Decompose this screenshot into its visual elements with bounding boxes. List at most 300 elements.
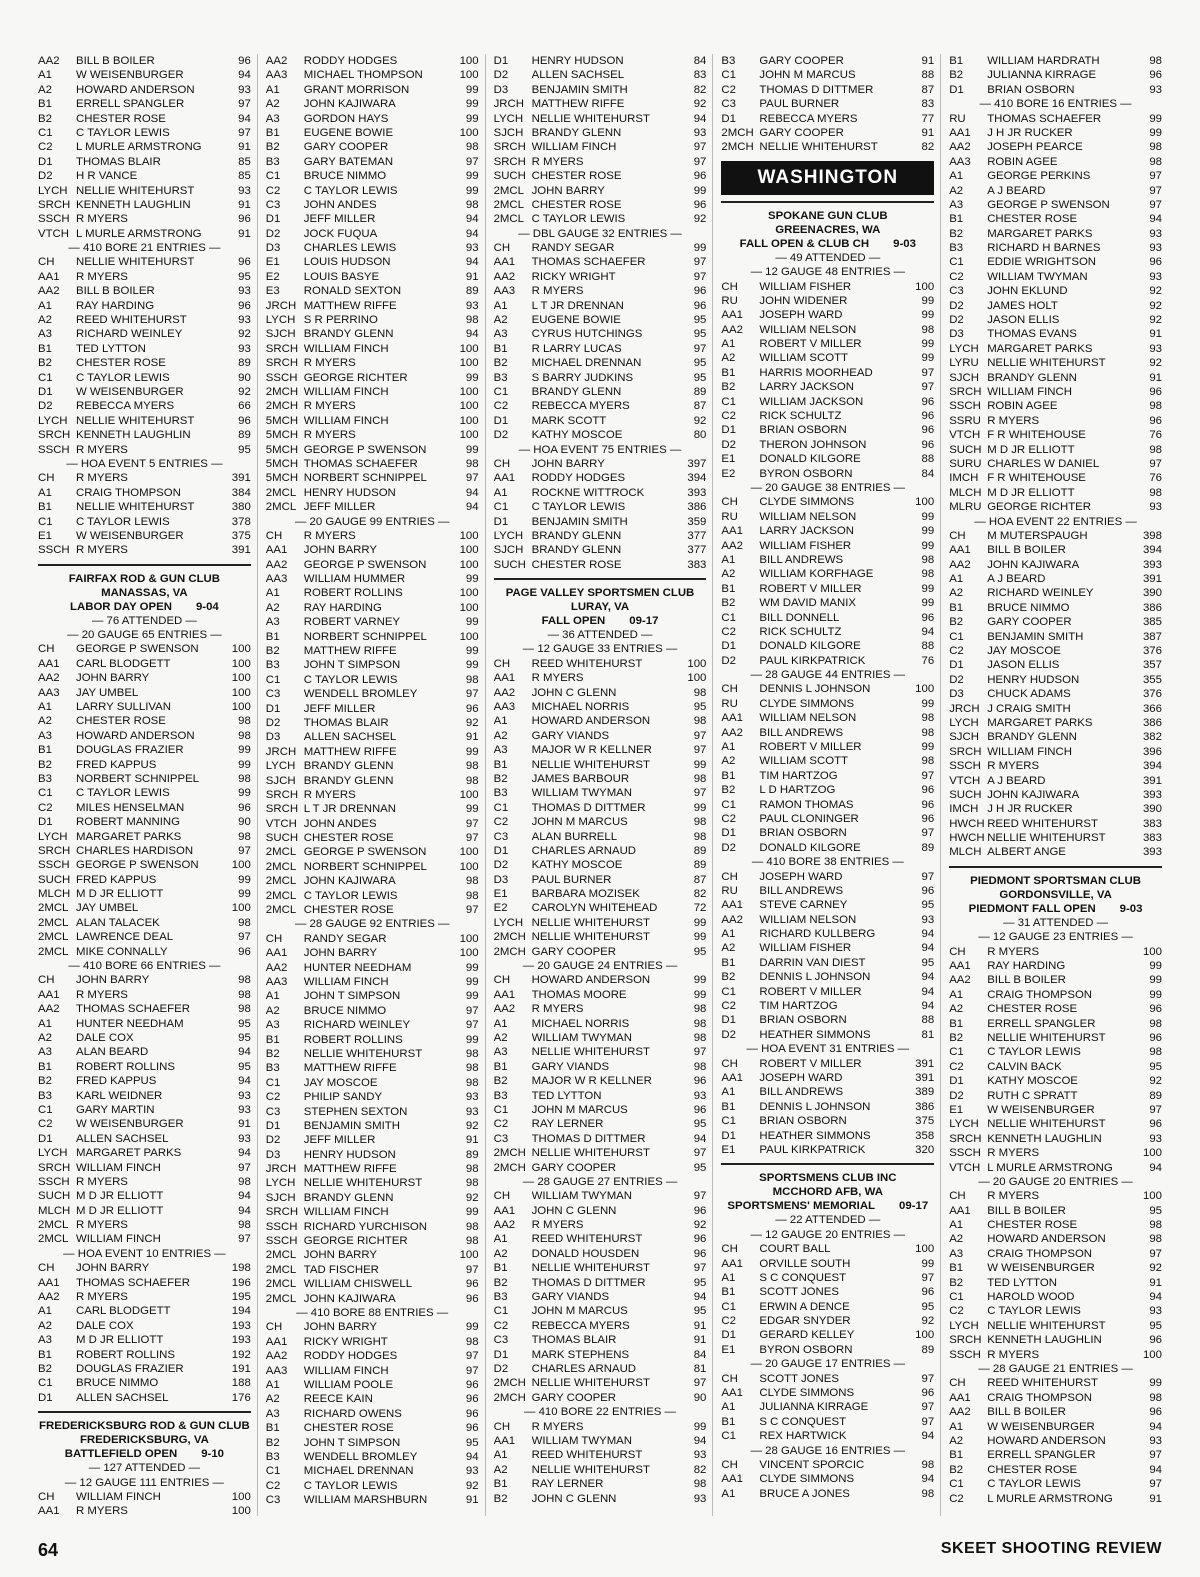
score: 100	[915, 496, 935, 509]
score: 391	[915, 1072, 935, 1084]
class-code: LYCH	[949, 342, 979, 355]
result-row	[266, 1004, 479, 1018]
shooter-name: S R PERRINO	[303, 314, 378, 327]
shooter-name: CHARLES ARNAUD	[531, 1362, 637, 1375]
class-code: AA1	[265, 544, 288, 557]
shooter-name: RONALD SEXTON	[303, 285, 402, 298]
score: 96	[465, 702, 479, 715]
shooter-name: WILLIAM NELSON	[759, 913, 857, 926]
class-code: IMCH	[949, 803, 979, 816]
score: 80	[693, 429, 707, 442]
score: 92	[1149, 299, 1162, 312]
score: 92	[238, 385, 251, 398]
class-code: A2	[493, 729, 508, 742]
score: 97	[693, 729, 707, 742]
result-row	[949, 831, 1162, 845]
score: 98	[1149, 141, 1162, 154]
result-row	[266, 1392, 479, 1406]
shooter-name: RICHARD OWENS	[303, 1407, 402, 1420]
result-row	[494, 786, 707, 800]
result-row	[266, 1248, 479, 1262]
event-header: — 12 GAUGE 33 ENTRIES —	[522, 643, 678, 656]
class-code: A2	[38, 83, 52, 96]
shooter-name: JOHN BARRY	[76, 974, 150, 987]
score: 99	[693, 988, 707, 1001]
class-code: B2	[721, 597, 736, 610]
event-header: — 410 BORE 88 ENTRIES —	[296, 1306, 449, 1319]
class-code: C3	[265, 1105, 281, 1118]
shooter-name: MIKE CONNALLY	[76, 945, 168, 958]
result-row	[949, 1060, 1162, 1074]
score: 96	[921, 395, 935, 408]
class-code: D3	[265, 242, 281, 255]
class-code: AA2	[38, 1291, 60, 1304]
score: 97	[465, 1263, 479, 1276]
shooter-name: GEORGE PERKINS	[987, 170, 1091, 183]
result-row	[266, 975, 479, 989]
result-row	[38, 973, 251, 987]
class-code: D3	[493, 873, 509, 886]
score: 97	[1149, 184, 1162, 197]
result-row	[494, 356, 707, 370]
score: 91	[1149, 371, 1162, 384]
score: 99	[465, 170, 479, 183]
result-row	[949, 572, 1162, 586]
shooter-name: DENNIS L JOHNSON	[759, 1100, 871, 1113]
class-code: D1	[38, 155, 53, 168]
result-row	[38, 1218, 251, 1232]
shooter-name: JOHN BARRY	[303, 1249, 378, 1262]
score: 94	[1149, 1420, 1162, 1433]
class-code: CH	[493, 457, 511, 470]
shooter-name: ROCKNE WITTROCK	[531, 486, 645, 499]
results-column	[494, 54, 714, 1516]
shooter-name: RICHARD WEINLEY	[303, 1019, 411, 1032]
shooter-name: BRUCE NIMMO	[303, 1004, 387, 1017]
result-row	[494, 83, 707, 97]
score: 93	[1149, 270, 1162, 283]
result-row	[38, 1319, 251, 1333]
class-code: C2	[721, 83, 736, 96]
score: 97	[693, 270, 707, 283]
shooter-name: REED WHITEHURST	[76, 314, 187, 327]
class-code: A2	[38, 1032, 52, 1044]
result-row	[38, 1060, 251, 1074]
score: 97	[1149, 1478, 1162, 1491]
class-code: B1	[949, 1017, 964, 1030]
class-code: B3	[265, 1062, 280, 1075]
score: 100	[231, 686, 251, 699]
class-code: E1	[265, 256, 280, 269]
shooter-name: JAMES HOLT	[987, 299, 1058, 312]
shooter-name: R MYERS	[303, 400, 356, 413]
shooter-name: R MYERS	[531, 672, 584, 685]
score: 92	[693, 98, 707, 111]
shooter-name: DOUGLAS FRAZIER	[76, 1362, 184, 1375]
class-code: MLRU	[949, 501, 982, 514]
class-code: AA2	[38, 672, 60, 685]
class-code: SSCH	[265, 1220, 298, 1233]
shooter-name: MATTHEW RIFFE	[303, 645, 397, 658]
class-code: C2	[949, 1060, 964, 1073]
result-row	[266, 1018, 479, 1032]
class-code: B3	[493, 1291, 508, 1304]
shooter-name: TIM HARTZOG	[759, 1000, 838, 1013]
shooter-name: WILLIAM FINCH	[303, 385, 389, 398]
result-row	[494, 371, 707, 385]
score: 94	[693, 1291, 707, 1304]
score: 95	[693, 371, 707, 384]
class-code: SUCH	[493, 170, 526, 183]
shooter-name: PAUL BURNER	[759, 98, 840, 111]
shooter-name: R MYERS	[76, 1505, 128, 1516]
result-row	[38, 212, 251, 226]
class-code: AA1	[493, 672, 516, 685]
score: 391	[231, 472, 251, 485]
score: 93	[1149, 1132, 1162, 1145]
result-row	[494, 873, 707, 887]
score: 94	[1149, 1161, 1162, 1174]
result-row	[266, 860, 479, 874]
shooter-name: ALLEN SACHSEL	[531, 69, 625, 82]
result-row	[266, 1407, 479, 1421]
shooter-name: M MUTERSPAUGH	[987, 529, 1088, 542]
class-code: B2	[493, 1276, 508, 1289]
shooter-name: A J BEARD	[987, 184, 1046, 197]
score: 91	[921, 55, 935, 67]
result-row	[494, 1074, 707, 1088]
result-row	[949, 702, 1162, 716]
result-row	[721, 1343, 934, 1357]
class-code: A1	[493, 486, 508, 499]
shooter-name: HENRY HUDSON	[987, 673, 1080, 686]
shooter-name: BILL ANDREWS	[759, 553, 844, 566]
score: 193	[231, 1334, 251, 1347]
class-code: 2MCL	[38, 902, 69, 915]
shooter-name: L T JR DRENNAN	[531, 299, 624, 312]
result-row	[266, 1292, 479, 1306]
score: 91	[465, 1494, 479, 1507]
club-name: FREDERICKSBURG ROD & GUN CLUB	[39, 1420, 250, 1433]
class-code: CH	[949, 945, 966, 958]
class-code: B1	[265, 1422, 280, 1435]
result-row	[721, 1415, 934, 1429]
shooter-name: ROBERT ROLLINS	[76, 1060, 175, 1073]
score: 96	[693, 1247, 707, 1260]
result-row	[721, 1071, 934, 1085]
result-row	[494, 558, 707, 572]
shooter-name: J H JR RUCKER	[987, 126, 1073, 139]
shooter-name: CHUCK ADAMS	[987, 688, 1071, 701]
score: 100	[459, 558, 479, 571]
score: 98	[921, 323, 935, 336]
magazine-title: SKEET SHOOTING REVIEW	[940, 1540, 1162, 1557]
shooter-name: L MURLE ARMSTRONG	[76, 227, 202, 240]
score: 96	[693, 299, 707, 312]
score: 100	[915, 1243, 935, 1256]
class-code: SRCH	[265, 357, 299, 370]
class-code: 2MCL	[38, 1219, 69, 1232]
shooter-name: CHESTER ROSE	[987, 213, 1078, 226]
result-row	[949, 558, 1162, 572]
shooter-name: WILLIAM NELSON	[759, 510, 857, 523]
result-row	[949, 1017, 1162, 1031]
score: 97	[693, 787, 707, 800]
class-code: C3	[493, 1334, 509, 1347]
shooter-name: RANDY SEGAR	[303, 932, 387, 945]
class-code: AA3	[265, 1364, 288, 1377]
score: 193	[231, 1319, 251, 1332]
score: 97	[921, 1415, 935, 1428]
result-row	[38, 68, 251, 82]
result-row	[266, 1061, 479, 1075]
class-code: CH	[493, 657, 511, 670]
class-code: A3	[493, 1046, 508, 1059]
result-row	[949, 1161, 1162, 1175]
shooter-name: BENJAMIN SMITH	[987, 630, 1084, 643]
score: 98	[921, 712, 935, 725]
result-row	[949, 845, 1162, 859]
score: 93	[1149, 1434, 1162, 1447]
class-code: A2	[949, 184, 964, 197]
shooter-name: BRANDY GLENN	[531, 126, 622, 139]
result-row	[721, 625, 934, 639]
score: 94	[1149, 1463, 1162, 1476]
shooter-name: BRANDY GLENN	[531, 529, 622, 542]
shooter-name: BRANDY GLENN	[303, 1191, 394, 1204]
score: 81	[693, 1362, 707, 1375]
results-column	[949, 54, 1162, 1516]
score: 94	[465, 328, 479, 341]
score: 96	[1149, 256, 1162, 269]
score: 99	[921, 525, 935, 538]
result-row	[494, 126, 707, 140]
score: 94	[238, 112, 251, 125]
event-header: — 20 GAUGE 65 ENTRIES —	[67, 629, 222, 642]
class-code: SSCH	[38, 544, 70, 557]
class-code: VTCH	[949, 429, 981, 442]
result-row	[721, 337, 934, 351]
shooter-name: REBECCA MYERS	[759, 112, 858, 125]
result-row	[494, 1089, 707, 1103]
score: 99	[693, 974, 707, 987]
class-code: AA2	[721, 913, 743, 926]
result-row	[494, 140, 707, 154]
shooter-name: BRUCE A JONES	[759, 1487, 850, 1500]
score: 83	[693, 69, 707, 82]
shooter-name: W WEISENBURGER	[76, 1118, 184, 1131]
class-code: C1	[721, 1115, 736, 1128]
class-code: C1	[721, 1430, 736, 1443]
score: 99	[1149, 960, 1162, 973]
shooter-name: BRUCE NIMMO	[76, 1377, 159, 1390]
shooter-name: MATTHEW RIFFE	[303, 745, 397, 758]
result-row	[494, 1376, 707, 1390]
score: 96	[1149, 69, 1162, 82]
result-row	[266, 54, 479, 68]
class-code: A1	[721, 1487, 736, 1500]
score: 85	[238, 170, 251, 183]
shooter-name: WENDELL BROMLEY	[303, 688, 418, 701]
class-code: A3	[265, 616, 280, 629]
score: 99	[465, 645, 479, 658]
score: 92	[238, 328, 251, 341]
shooter-name: GARY VIANDS	[531, 1060, 610, 1073]
result-row	[266, 1493, 479, 1507]
result-row	[949, 471, 1162, 485]
score: 83	[921, 98, 935, 111]
class-code: AA2	[721, 726, 743, 739]
shooter-name: ERWIN A DENCE	[759, 1300, 850, 1313]
result-row	[266, 371, 479, 385]
score: 383	[687, 558, 707, 571]
class-code: A3	[265, 1019, 280, 1032]
result-row	[494, 299, 707, 313]
class-code: D2	[949, 299, 964, 312]
score: 99	[1149, 1377, 1162, 1390]
score: 91	[1149, 1276, 1162, 1289]
shooter-name: DONALD KILGORE	[759, 453, 861, 466]
class-code: A2	[721, 755, 736, 768]
result-row	[266, 601, 479, 615]
class-code: A2	[265, 601, 280, 614]
result-row	[38, 1175, 251, 1189]
result-row	[721, 582, 934, 596]
result-row	[949, 227, 1162, 241]
score: 98	[465, 1062, 479, 1075]
result-row	[494, 543, 707, 557]
shooter-name: NELLIE WHITEHURST	[531, 916, 650, 929]
score: 98	[921, 1487, 935, 1500]
result-row	[38, 471, 251, 485]
result-row	[266, 1234, 479, 1248]
shooter-name: GARY COOPER	[759, 55, 844, 67]
result-row	[494, 1132, 707, 1146]
score: 97	[465, 832, 479, 845]
class-code: B1	[493, 1478, 508, 1491]
result-row	[949, 601, 1162, 615]
score: 91	[693, 1319, 707, 1332]
shooter-name: JOHN BARRY	[303, 1321, 378, 1334]
class-code: LYRU	[949, 357, 979, 370]
score: 100	[459, 342, 479, 355]
result-row	[721, 898, 934, 912]
shooter-name: R MYERS	[987, 1147, 1040, 1160]
result-row	[949, 1290, 1162, 1304]
shoot-name: PIEDMONT FALL OPEN	[968, 902, 1096, 915]
shooter-name: ALLEN SACHSEL	[76, 1132, 169, 1145]
score: 91	[238, 141, 251, 154]
class-code: C1	[949, 1291, 964, 1304]
shooter-name: R MYERS	[531, 1003, 584, 1016]
class-code: A1	[493, 715, 508, 728]
class-code: D2	[38, 400, 53, 413]
shooter-name: NELLIE WHITEHURST	[759, 141, 878, 154]
class-code: D2	[721, 654, 736, 667]
shooter-name: DENNIS L JOHNSON	[759, 971, 871, 984]
result-row	[266, 270, 479, 284]
shooter-name: HENRY HUDSON	[303, 486, 396, 499]
shooter-name: LOUIS HUDSON	[303, 256, 391, 269]
event-header: — HOA EVENT 22 ENTRIES —	[974, 515, 1137, 528]
shooter-name: L D HARTZOG	[759, 784, 836, 797]
shooter-name: R MYERS	[76, 443, 128, 456]
shooter-name: MARGARET PARKS	[987, 342, 1093, 355]
shooter-name: C TAYLOR LEWIS	[531, 213, 626, 226]
shooter-name: W WEISENBURGER	[987, 1103, 1095, 1116]
score: 98	[238, 830, 251, 843]
score: 98	[1149, 1233, 1162, 1246]
shooter-name: REECE KAIN	[303, 1393, 373, 1406]
shooter-name: BRANDY GLENN	[987, 371, 1077, 384]
result-row	[721, 395, 934, 409]
score: 383	[1142, 832, 1162, 845]
shooter-name: THOMAS D DITTMER	[759, 83, 874, 96]
shooter-name: REBECCA MYERS	[531, 400, 630, 413]
score: 98	[693, 715, 707, 728]
score: 96	[238, 256, 251, 269]
shooter-name: WILLIAM FINCH	[303, 1206, 389, 1219]
result-row	[949, 270, 1162, 284]
class-code: D2	[265, 716, 281, 729]
score: 100	[231, 1505, 251, 1516]
shooter-name: C TAYLOR LEWIS	[76, 371, 170, 384]
result-row	[38, 873, 251, 887]
class-code: AA2	[265, 961, 288, 974]
result-row	[721, 1100, 934, 1114]
class-code: SRCH	[949, 745, 982, 758]
shooter-name: CARL BLODGETT	[76, 657, 171, 670]
class-code: B2	[493, 1075, 508, 1088]
result-row	[494, 284, 707, 298]
shooter-name: JASON ELLIS	[987, 659, 1060, 672]
shooter-name: THOMAS BLAIR	[76, 155, 161, 168]
class-code: D1	[493, 515, 509, 528]
score: 96	[1149, 1406, 1162, 1419]
score: 99	[921, 294, 935, 307]
class-code: SUCH	[265, 832, 299, 845]
score: 97	[1149, 1103, 1162, 1116]
class-code: SJCH	[265, 774, 296, 787]
score: 88	[921, 640, 935, 653]
class-code: C2	[949, 645, 964, 658]
shooter-name: PAUL KIRKPATRICK	[759, 1143, 866, 1156]
score: 99	[921, 582, 935, 595]
result-row	[38, 1103, 251, 1117]
class-code: AA2	[949, 141, 971, 154]
score: 77	[921, 112, 935, 125]
class-code: D2	[721, 1028, 736, 1041]
shooter-name: ROBIN AGEE	[987, 155, 1058, 168]
shooter-name: CHESTER ROSE	[531, 198, 622, 211]
class-code: A3	[38, 729, 52, 742]
class-code: A2	[265, 98, 280, 111]
shooter-name: WILLIAM FINCH	[987, 745, 1072, 758]
score: 96	[693, 1204, 707, 1217]
class-code: D1	[721, 1129, 736, 1142]
shooter-name: JOHN KAJIWARA	[303, 98, 396, 111]
score: 389	[915, 1086, 935, 1099]
score: 98	[465, 1335, 479, 1348]
result-row	[721, 280, 934, 294]
shooter-name: RAY LERNER	[531, 1478, 604, 1491]
score: 99	[693, 184, 707, 197]
event-header: — HOA EVENT 75 ENTRIES —	[518, 443, 682, 456]
score: 97	[238, 844, 251, 857]
class-code: AA1	[493, 256, 516, 269]
result-row	[494, 1463, 707, 1477]
result-row	[721, 1129, 934, 1143]
